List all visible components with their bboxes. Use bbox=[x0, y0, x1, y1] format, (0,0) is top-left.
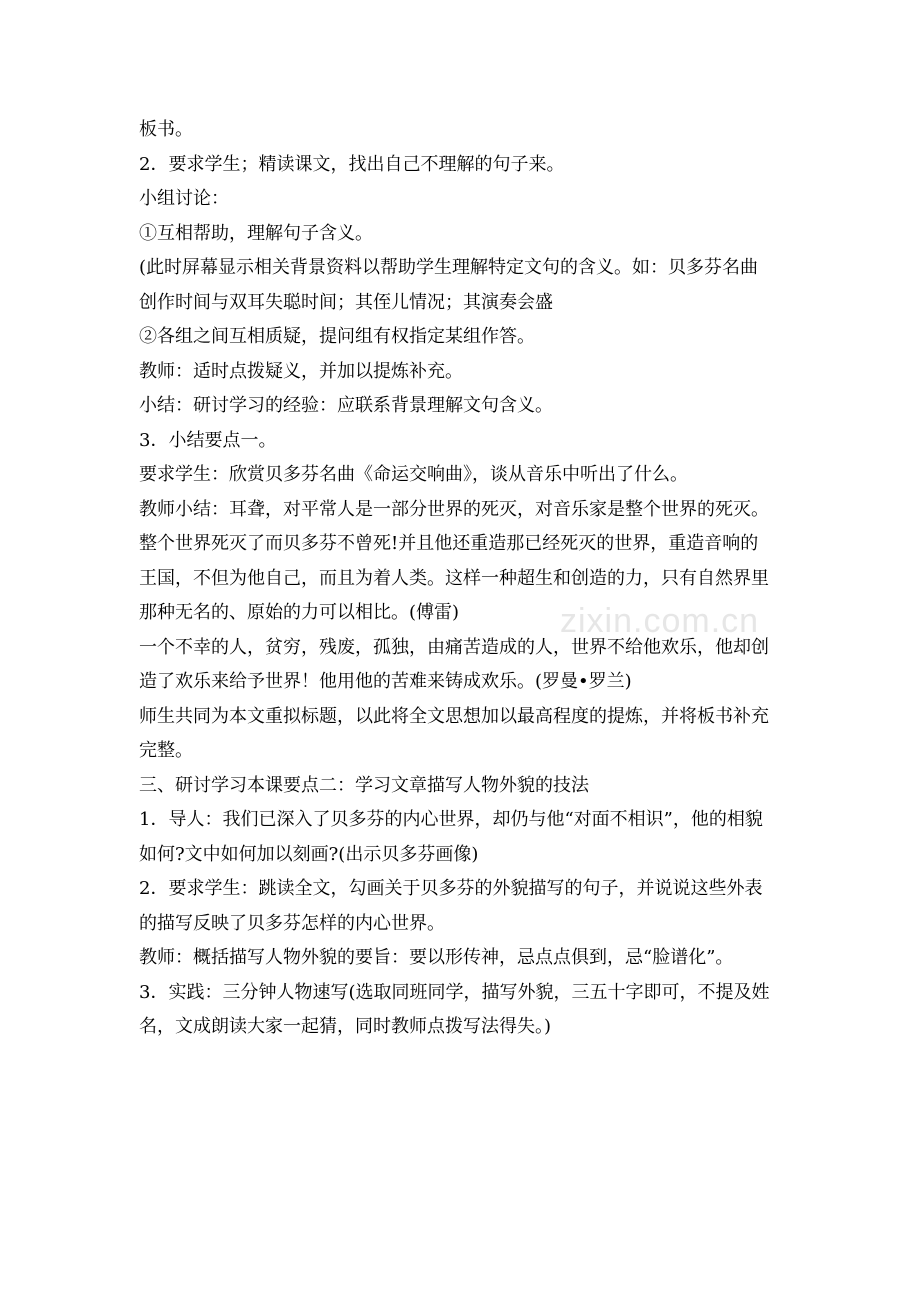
text-line: 教师：概括描写人物外貌的要旨：要以形传神，忌点点俱到，忌“脸谱化”。 bbox=[139, 947, 734, 968]
text-line: 2．要求学生；精读课文，找出自己不理解的句子来。 bbox=[139, 153, 565, 175]
text-line: 要求学生：欣赏贝多芬名曲《命运交响曲》，谈从音乐中听出了什么。 bbox=[139, 464, 688, 485]
text-line: 整个世界死灭了而贝多芬不曾死!并且他还重造那已经死灭的世界，重造音响的 bbox=[139, 533, 759, 554]
text-line: 师生共同为本文重拟标题，以此将全文思想加以最高程度的提炼，并将板书补充 bbox=[139, 705, 769, 727]
text-line: 小组讨论： bbox=[139, 188, 229, 209]
text-line: 那种无名的、原始的力可以相比。(傅雷) bbox=[139, 602, 460, 623]
document-body bbox=[139, 113, 789, 1045]
text-line: 造了欢乐来给予世界！他用他的苦难来铸成欢乐。(罗曼•罗兰) bbox=[139, 671, 632, 692]
text-line: (此时屏幕显示相关背景资料以帮助学生理解特定文句的含义。如：贝多芬名曲 bbox=[139, 257, 759, 278]
text-line: 的描写反映了贝多芬怎样的内心世界。 bbox=[139, 912, 445, 934]
text-line: 创作时间与双耳失聪时间；其侄儿情况；其演奏会盛 bbox=[139, 291, 553, 313]
text-line: 教师小结：耳聋，对平常人是一部分世界的死灭，对音乐家是整个世界的死灭。 bbox=[139, 498, 769, 520]
text-line: ①互相帮助，理解句子含义。 bbox=[139, 222, 373, 244]
text-line: 1．导人：我们已深入了贝多芬的内心世界，却仍与他“对面不相识”，他的相貌 bbox=[139, 809, 763, 830]
text-line: 2．要求学生：跳读全文，勾画关于贝多芬的外貌描写的句子，并说说这些外表 bbox=[139, 878, 763, 899]
text-line: 一个不幸的人，贫穷，残废，孤独，由痛苦造成的人，世界不给他欢乐，他却创 bbox=[139, 636, 769, 658]
text-line: 完整。 bbox=[139, 740, 193, 761]
watermark: zixin.com.cn bbox=[560, 602, 760, 640]
text-line: 3．小结要点一。 bbox=[139, 429, 277, 451]
text-line: 王国，不但为他自己，而且为着人类。这样一种超生和创造的力，只有自然界里 bbox=[139, 567, 769, 589]
text-line: 名，文成朗读大家一起猜，同时教师点拨写法得失。) bbox=[139, 1016, 552, 1037]
text-line: 如何?文中如何加以刻画?(出示贝多芬画像) bbox=[139, 843, 479, 865]
text-line: 板书。 bbox=[139, 119, 193, 140]
text-line: 小结：研讨学习的经验：应联系背景理解文句含义。 bbox=[139, 395, 553, 416]
text-line: ②各组之间互相质疑，提问组有权指定某组作答。 bbox=[139, 326, 535, 347]
text-line: 三、研讨学习本课要点二：学习文章描写人物外貌的技法 bbox=[139, 774, 589, 796]
text-line: 3．实践：三分钟人物速写(选取同班同学，描写外貌，三五十字即可，不提及姓 bbox=[139, 981, 770, 1003]
text-line: 教师：适时点拨疑义，并加以提炼补充。 bbox=[139, 360, 463, 382]
